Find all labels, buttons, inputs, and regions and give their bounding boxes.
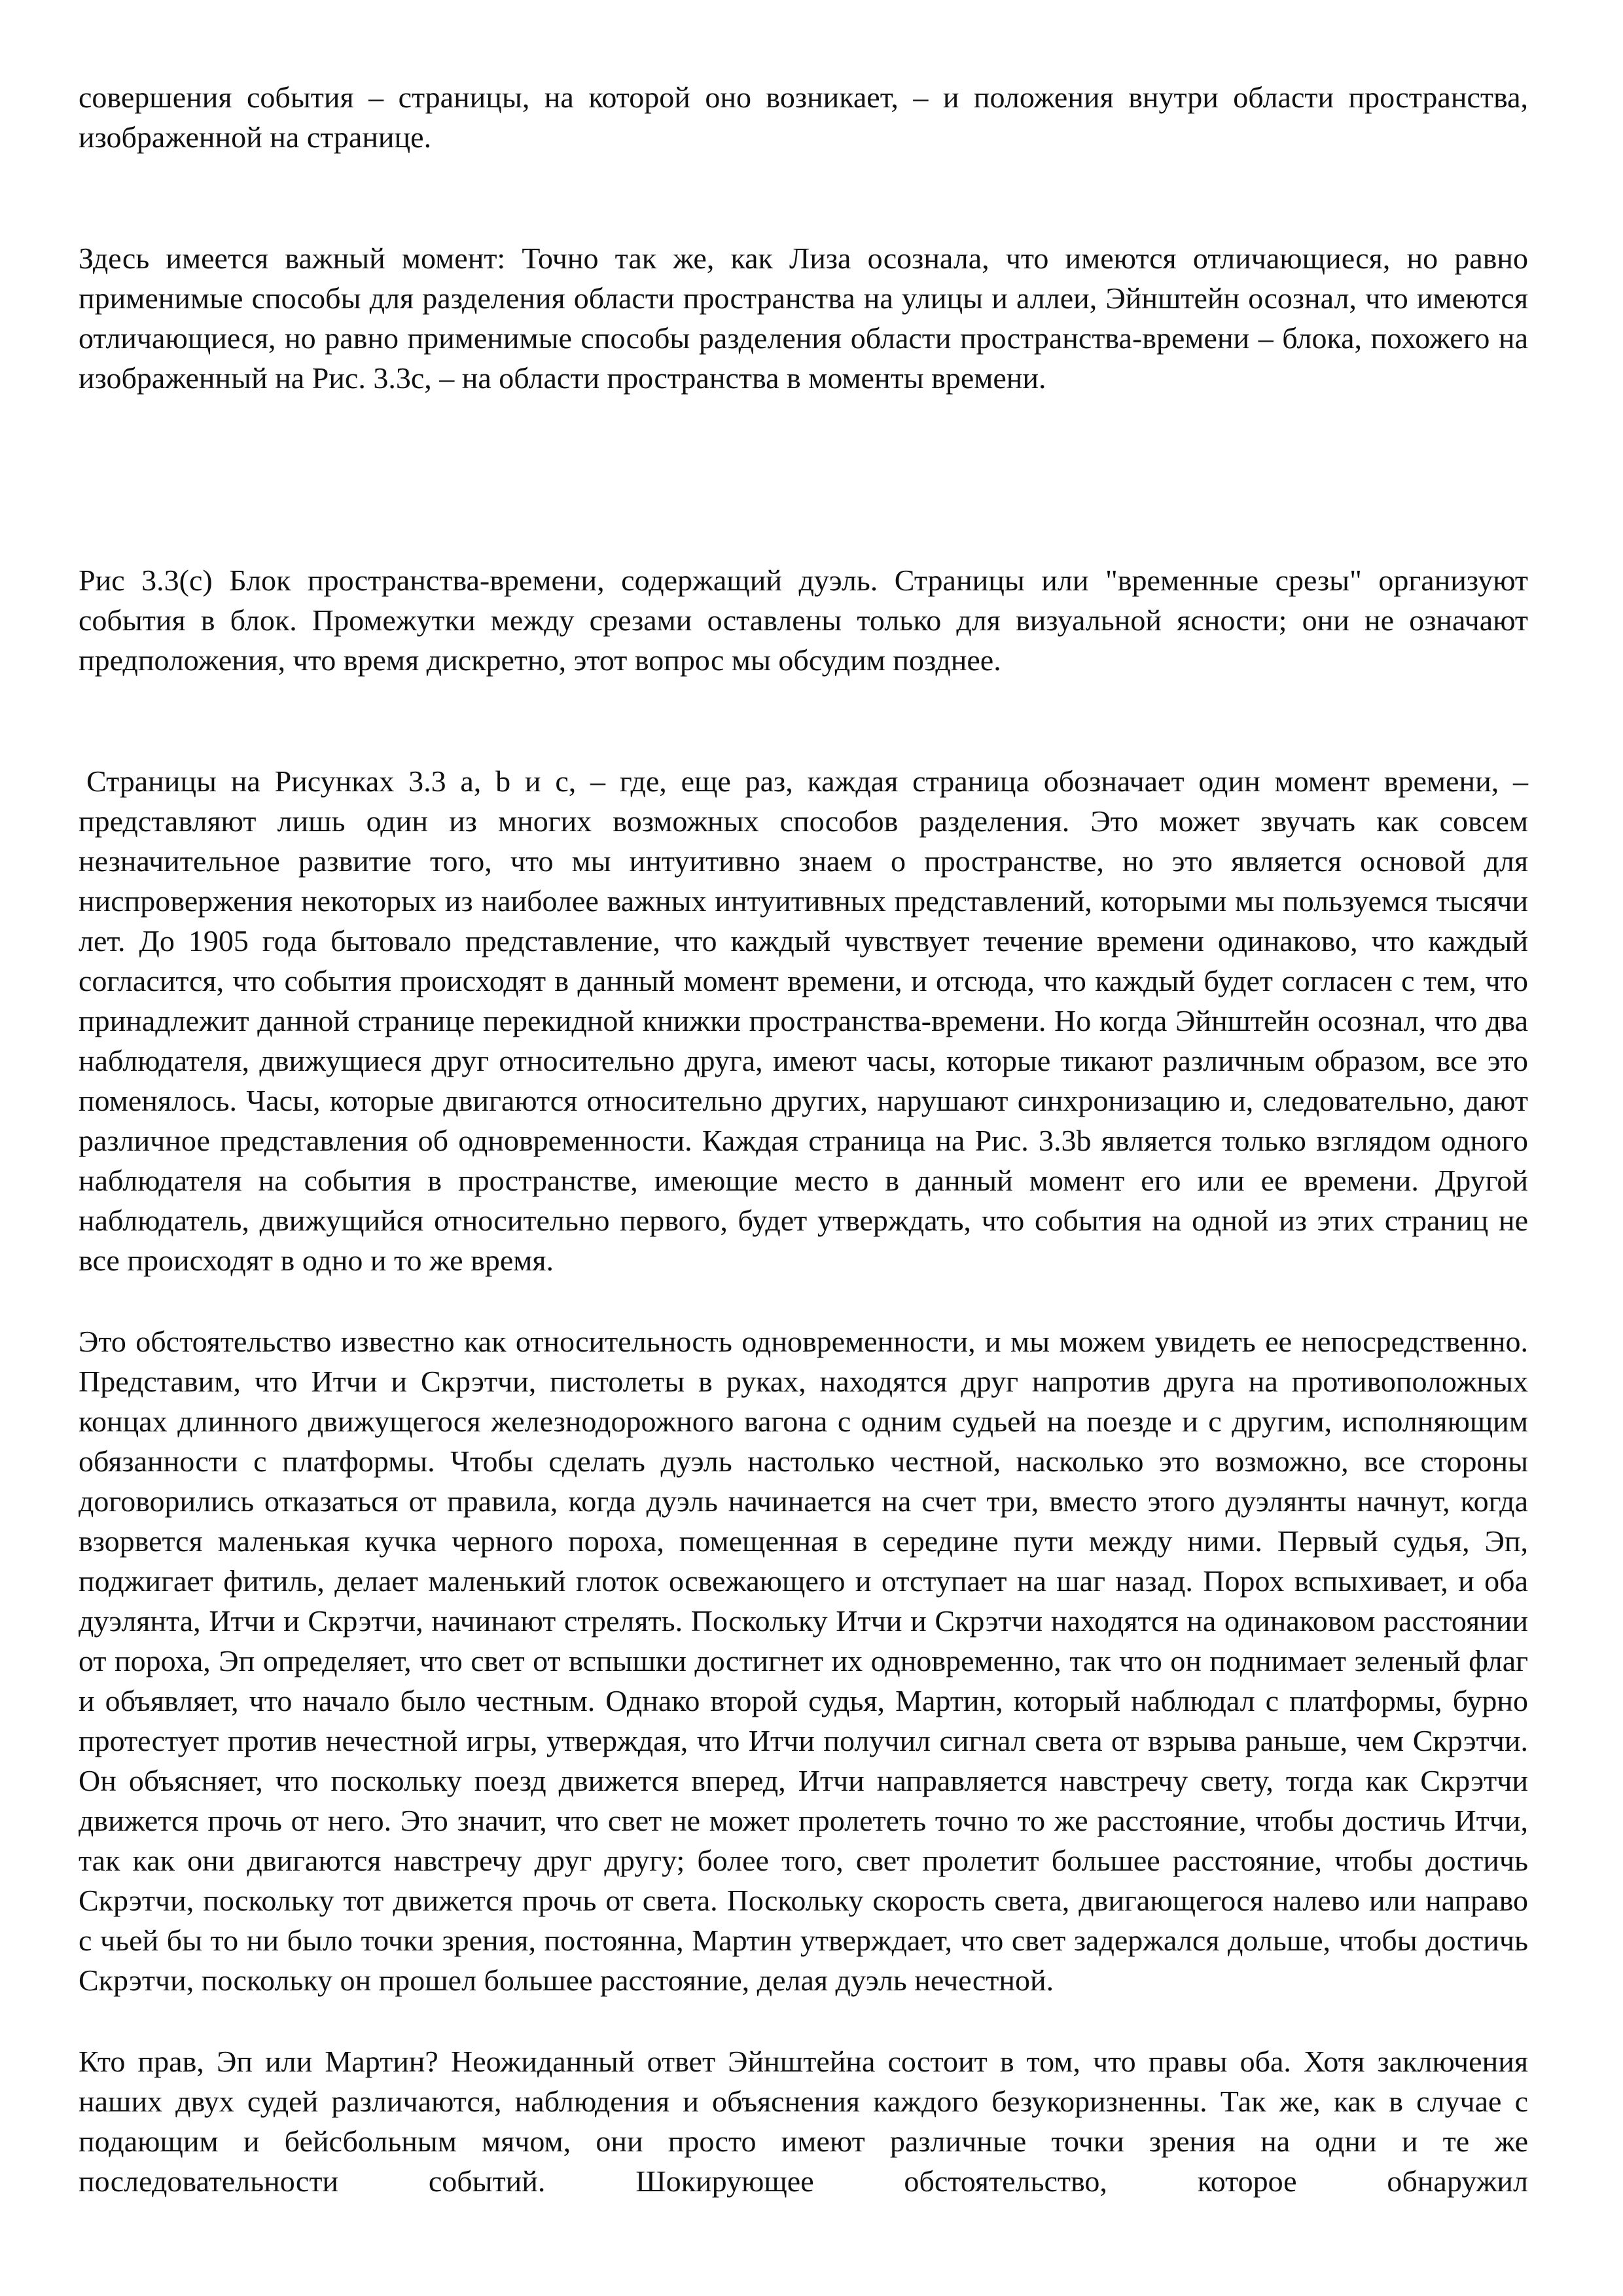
paragraph-who-is-right: Кто прав, Эп или Мартин? Неожиданный ответ Эйнштейна состоит в том, что правы оба. Хотя заключения наших двух судей различаются, наблюдения и объяснения каждого безукоризненны. Так же, как в случае с подающим и бейсбольным мячом, они просто имеют различные точки зрения на одни и те же последовательности событий. Шокирующее обстоятельство, которое обнаружил	[79, 2045, 1528, 2198]
paragraph-pages-figures	[79, 761, 1528, 1280]
document-page	[79, 77, 1528, 2201]
paragraph-pages-figures-text: Страницы на Рисунках 3.3 а, b и c, – где, еще раз, каждая страница обозначает один момент времени, – представляют лишь один из многих возможных способов разделения. Это может звучать как совсем незначительное развитие того, что мы интуитивно знаем о пространстве, но это является основой для ниспровержения некоторых из наиболее важных интуитивных представлений, которыми мы пользуемся тысячи лет. До 1905 года бытовало представление, что каждый чувствует течение времени одинаково, что каждый согласится, что события происходят в данный момент времени, и отсюда, что каждый будет согласен с тем, что принадлежит данной странице перекидной книжки пространства-времени. Но когда Эйнштейн осознал, что два наблюдателя, движущиеся друг относительно друга, имеют часы, которые тикают различным образом, все это поменялось. Часы, которые двигаются относительно других, нарушают синхронизацию и, следовательно, дают различное представления об одновременности. Каждая страница на Рис. 3.3b является только взглядом одного наблюдателя на события в пространстве, имеющие место в данный момент его или ее времени. Другой наблюдатель, движущийся относительно первого, будет утверждать, что события на одной из этих страниц не все происходят в одно и то же время.	[79, 764, 1528, 1277]
paragraph-relativity-simultaneity: Это обстоятельство известно как относительность одновременности, и мы можем увидеть ее непосредственно. Представим, что Итчи и Скрэтчи, пистолеты в руках, находятся друг напротив друга на противоположных концах длинного движущегося железнодорожного вагона с одним судьей на поезде и с другим, исполняющим обязанности с платформы. Чтобы сделать дуэль настолько честной, насколько это возможно, все стороны договорились отказаться от правила, когда дуэль начинается на счет три, вместо этого дуэлянты начнут, когда взорвется маленькая кучка черного пороха, помещенная в середине пути между ними. Первый судья, Эп, поджигает фитиль, делает маленький глоток освежающего и отступает на шаг назад. Порох вспыхивает, и оба дуэлянта, Итчи и Скрэтчи, начинают стрелять. Поскольку Итчи и Скрэтчи находятся на одинаковом расстоянии от пороха, Эп определяет, что свет от вспышки достигнет их одновременно, так что он поднимает зеленый флаг и объявляет, что начало было честным. Однако второй судья, Мартин, который наблюдал с платформы, бурно протестует против нечестной игры, утверждая, что Итчи получил сигнал света от взрыва раньше, чем Скрэтчи. Он объясняет, что поскольку поезд движется вперед, Итчи направляется навстречу свету, тогда как Скрэтчи движется прочь от него. Это значит, что свет не может пролететь точно то же расстояние, чтобы достичь Итчи, так как они двигаются навстречу друг другу; более того, свет пролетит большее расстояние, чтобы достичь Скрэтчи, поскольку тот движется прочь от света. Поскольку скорость света, двигающегося налево или направо с чьей бы то ни было точки зрения, постоянна, Мартин утверждает, что свет задержался дольше, чтобы достичь Скрэтчи, поскольку он прошел большее расстояние, делая дуэль нечестной.	[79, 1325, 1528, 1997]
figure-caption: Рис 3.3(c) Блок пространства-времени, содержащий дуэль. Страницы или "временные срезы" организуют события в блок. Промежутки между срезами оставлены только для визуальной ясности; они не означают предположения, что время дискретно, этот вопрос мы обсудим позднее.	[79, 564, 1528, 677]
paragraph-intro-fragment: совершения события – страницы, на которой оно возникает, – и положения внутри области пространства, изображенной на странице.	[79, 81, 1528, 154]
paragraph-important-point: Здесь имеется важный момент: Точно так же, как Лиза осознала, что имеются отличающиеся, но равно применимые способы для разделения области пространства на улицы и аллеи, Эйнштейн осознал, что имеются отличающиеся, но равно применимые способы разделения области пространства-времени – блока, похожего на изображенный на Рис. 3.3c, – на области пространства в моменты времени.	[79, 242, 1528, 395]
